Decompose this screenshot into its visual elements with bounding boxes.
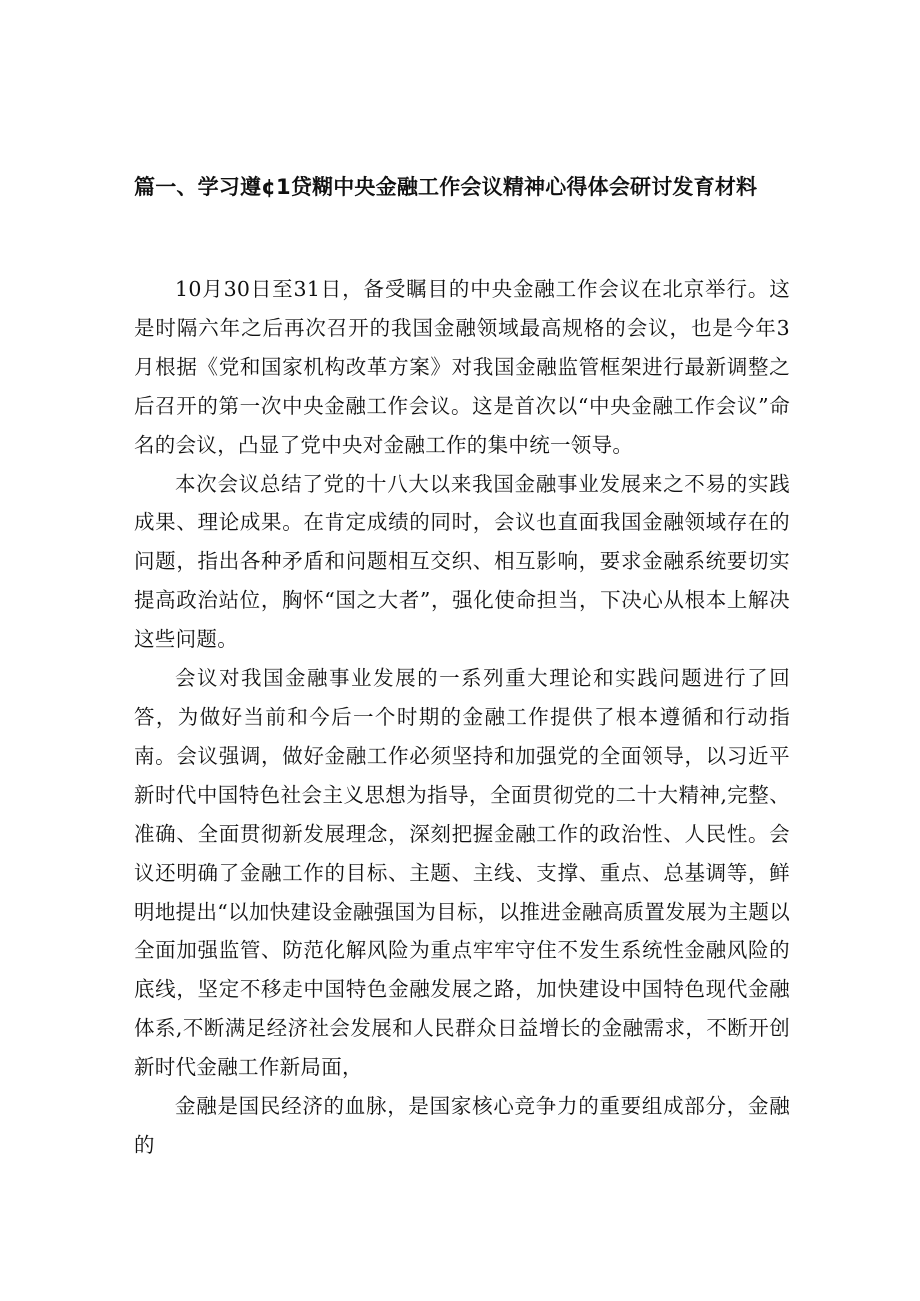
paragraph: 10月30日至31日，备受瞩目的中央金融工作会议在北京举行。这是时隔六年之后再次召开的我国金融领域最高规格的会议，也是今年3月根据《党和国家机构改革方案》对我国金融监管框架进行最新调整之后召开的第一次中央金融工作会议。这是首次以“中央金融工作会议”命名的会议，凸显了党中央对金融工作的集中统一领导。 xyxy=(134,277,790,457)
paragraph: 本次会议总结了党的十八大以来我国金融事业发展来之不易的实践成果、理论成果。在肯定成绩的同时，会议也直面我国金融领域存在的问题，指出各种矛盾和问题相互交织、相互影响，要求金融系统要切实提高政治站位，胸怀“国之大者”，强化使命担当，下决心从根本上解决这些问题。 xyxy=(134,471,790,652)
document-title: 篇一、学习遵¢1贷糊中央金融工作会议精神心得体会研讨发育材料 xyxy=(134,175,758,199)
paragraph: 会议对我国金融事业发展的一系列重大理论和实践问题进行了回答，为做好当前和今后一个时期的金融工作提供了根本遵循和行动指南。会议强调，做好金融工作必须坚持和加强党的全面领导，以习近平新时代中国特色社会主义思想为指导，全面贯彻党的二十大精神,完整、准确、全面贯彻新发展理念，深刻把握金融工作的政治性、人民性。会议还明确了金融工作的目标、主题、主线、支撑、重点、总基调等，鲜明地提出“以加快建设金融强国为目标，以推进金融高质置发展为主题以全面加强监管、防范化解风险为重点牢牢守住不发生系统性金融风险的底线，坚定不移走中国特色金融发展之路，加快建设中国特色现代金融体系,不断满足经济社会发展和人民群众日益增长的金融需求，不断开创新时代金融工作新局面， xyxy=(134,666,790,1080)
document-body xyxy=(134,270,790,1165)
paragraph: 金融是国民经济的血脉，是国家核心竞争力的重要组成部分，金融的 xyxy=(134,1094,790,1157)
